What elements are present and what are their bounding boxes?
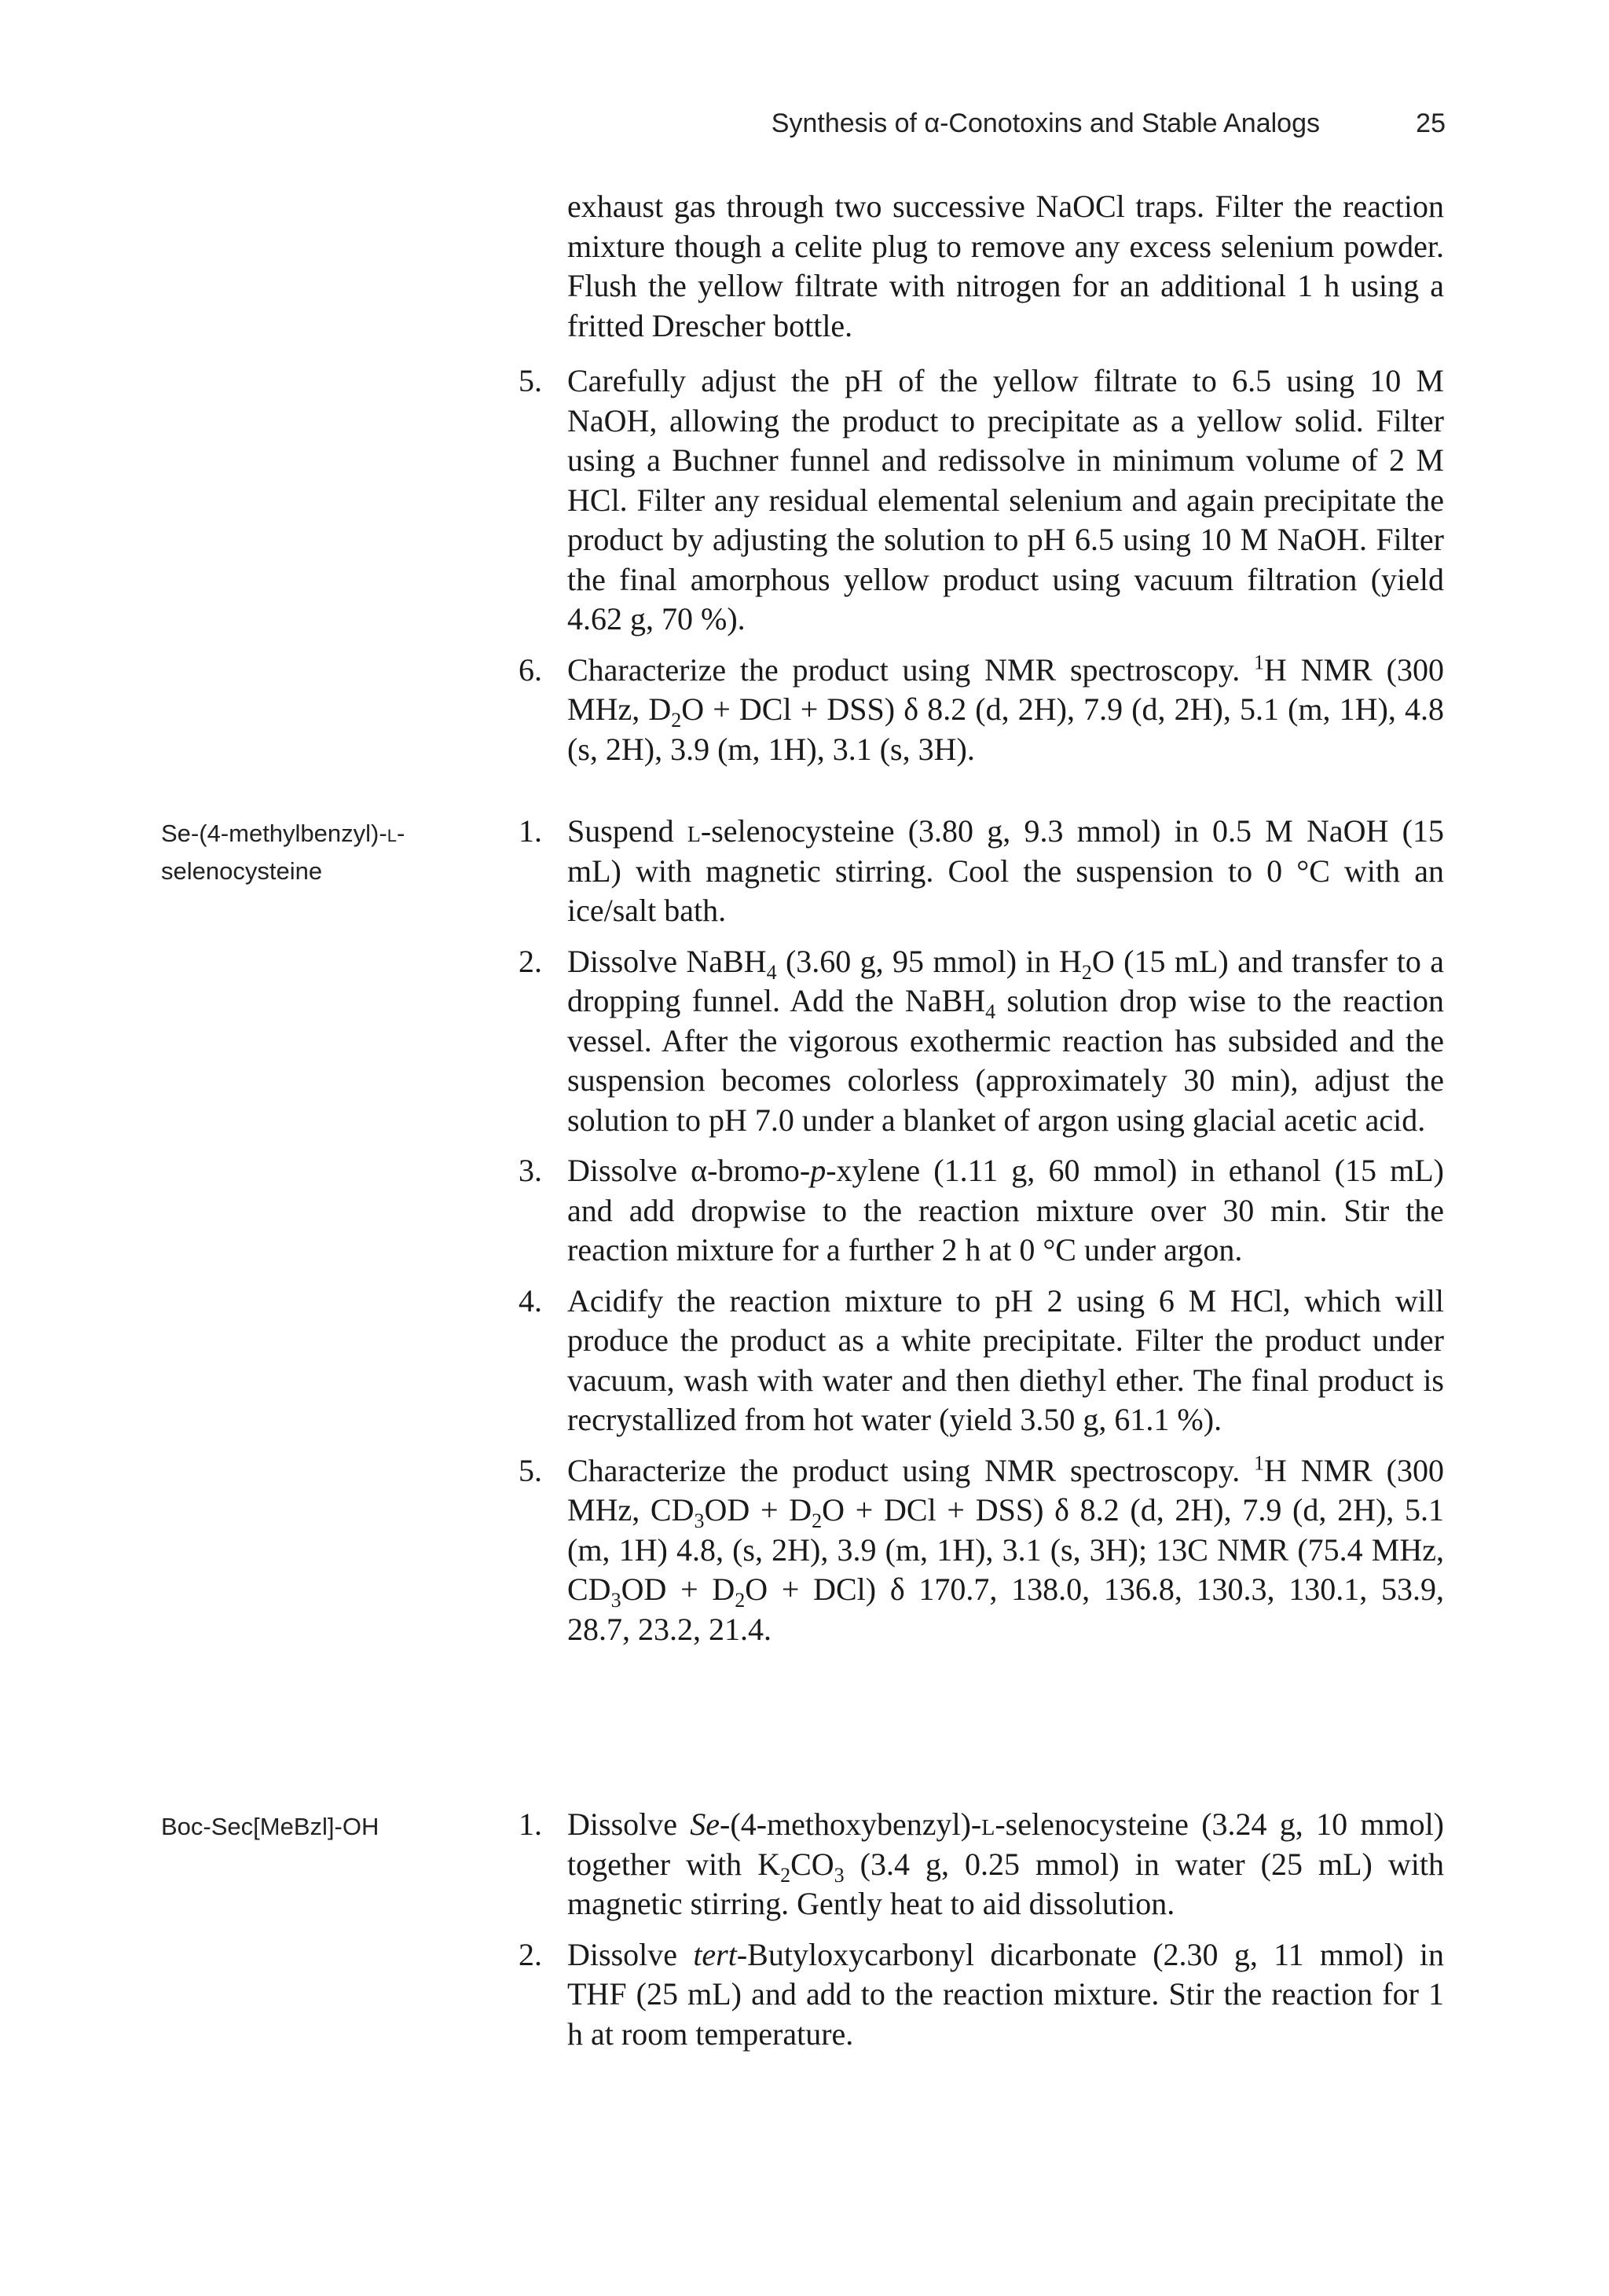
page-number: 25: [1416, 108, 1446, 138]
step-text: Characterize the product using NMR spectroscopy. $^1$H NMR (300 MHz, $CD_3OD + D_2O$ + DCl + DSS) δ 8.2 (d, 2H), 7.9 (d, 2H), 5.1 (m, 1H) 4.8, (s, 2H), 3.9 (m, 1H), 3.1 (s, 3H); 13C NMR (75.4 MHz, $CD_3OD + D_2O + DCl$) δ 170.7, 138.0, 136.8, 130.3, 130.1, 53.9, 28.7, 23.2, 21.4.: [567, 1451, 1445, 1647]
step-text: Characterize the product using NMR spectroscopy. $^1$H NMR (300 MHz, $D_2O$ + DCl + DSS) δ 8.2 (d, 2H), 7.9 (d, 2H), 5.1 (m, 1H), 4.8 (s, 2H), 3.9 (m, 1H), 3.1 (s, 3H).: [567, 651, 1444, 767]
step-number: 2.: [519, 943, 542, 979]
step-item: [519, 1805, 1444, 1924]
step-list: [519, 1805, 1444, 2065]
step-text: Acidify the reaction mixture to pH 2 using 6 M HCl, which will produce the product as a white precipitate. Filter the product under vacuum, wash with water and then diethyl ether. The final product is recrystallized from hot water (yield 3.50 g, 61.1 %).: [567, 1282, 1444, 1437]
step-text: Dissolve tert-Butyloxycarbonyl dicarbonate (2.30 g, 11 mmol) in THF (25 mL) and add to the reaction mixture. Stir the reaction for 1 h at room temperature.: [567, 1936, 1445, 2052]
step-text: Dissolve α-bromo-p-xylene (1.11 g, 60 mmol) in ethanol (15 mL) and add dropwise to the reaction mixture over 30 min. Stir the reaction mixture for a further 2 h at 0 °C under argon.: [567, 1153, 1444, 1267]
step-item: [519, 942, 1444, 1141]
step-list: [519, 361, 1444, 780]
step-text: Carefully adjust the pH of the yellow filtrate to 6.5 using 10 M NaOH, allowing the product to precipitate as a yellow solid. Filter using a Buchner funnel and redissolve in minimum volume of 2 M HCl. Filter any residual elemental selenium and again precipitate the product by adjusting the solution to pH 6.5 using 10 M NaOH. Filter the final amorphous yellow product using vacuum filtration (yield 4.62 g, 70 %).: [567, 363, 1444, 636]
step-item: [519, 1451, 1444, 1650]
step-item: [519, 361, 1444, 640]
step-number: 1.: [519, 1806, 542, 1842]
continuation-text: exhaust gas through two successive NaOCl traps. Filter the reaction mixture though a celite plug to remove any excess selenium powder. Flush the yellow filtrate with nitrogen for an additional 1 h using a fritted Drescher bottle.: [567, 189, 1444, 343]
step-number: 1.: [519, 813, 542, 849]
step-number: 3.: [519, 1153, 542, 1188]
step-number: 4.: [519, 1282, 542, 1319]
section-label: Se-(4-methylbenzyl)-l-selenocysteine: [161, 820, 405, 885]
step-item: [519, 1151, 1444, 1271]
step-number: 2.: [519, 1936, 542, 1972]
step-item: [519, 1282, 1444, 1440]
continuation-paragraph: [567, 187, 1444, 346]
step-number: 5.: [519, 363, 542, 398]
step-number: 5.: [519, 1452, 542, 1488]
running-head-title: Synthesis of α-Conotoxins and Stable Analogs: [771, 108, 1320, 138]
step-number: 6.: [519, 651, 542, 688]
step-text: Suspend l-selenocysteine (3.80 g, 9.3 mmol) in 0.5 M NaOH (15 mL) with magnetic stirring. Cool the suspension to 0 °C with an ice/salt bath.: [567, 813, 1444, 928]
step-list: [519, 812, 1444, 1660]
step-text: Dissolve Se-(4-methoxybenzyl)-l-selenocysteine (3.24 g, 10 mmol) together with $K_2CO_3$ (3.4 g, 0.25 mmol) in water (25 mL) with magnetic stirring. Gently heat to aid dissolution.: [567, 1806, 1445, 1921]
section-label: Boc-Sec[MeBzl]-OH: [161, 1813, 379, 1840]
step-item: [519, 651, 1444, 770]
step-text: Dissolve NaBH$_4$ (3.60 g, 95 mmol) in $H_2O$ (15 mL) and transfer to a dropping funnel. Add the NaBH$_4$ solution drop wise to the reaction vessel. After the vigorous exothermic reaction has subsided and the suspension becomes colorless (approximately 30 min), adjust the solution to pH 7.0 under a blanket of argon using glacial acetic acid.: [567, 943, 1445, 1138]
step-item: [519, 812, 1444, 931]
step-item: [519, 1935, 1444, 2055]
